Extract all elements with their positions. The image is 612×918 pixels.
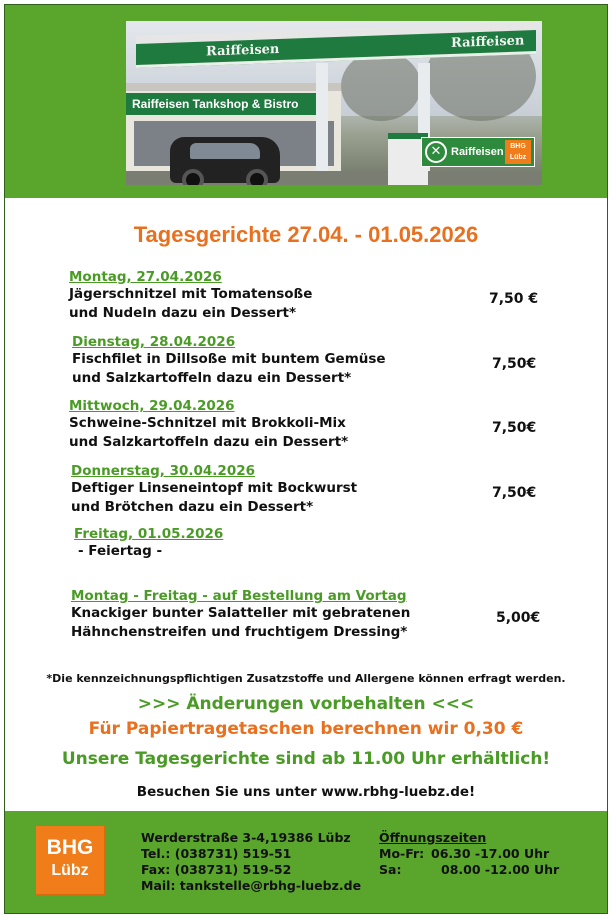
menu-item-wednesday [69, 398, 569, 452]
menu-item-thursday [71, 463, 571, 517]
shop-sign: Raiffeisen Tankshop & Bistro [126, 93, 320, 115]
header-banner [5, 5, 607, 198]
menu-price: 7,50€ [492, 356, 537, 372]
menu-price: 7,50€ [492, 485, 537, 501]
bhg-logo: BHG Lübz [35, 825, 105, 895]
phone: Tel.: (038731) 519-51 [141, 846, 292, 861]
menu-dish: - Feiertag - [78, 543, 163, 559]
menu-dish: Fischfilet in Dillsoße mit buntem Gemüse und Salzkartoffeln dazu ein Dessert* [72, 351, 386, 386]
bhg-mini-logo: BHG Lübz [505, 140, 531, 164]
footer-banner [5, 811, 607, 913]
allergen-footnote: *Die kennzeichnungspflichtigen Zusatzstoffe und Allergene können erfragt werden. [46, 672, 566, 685]
menu-dish: Jägerschnitzel mit Tomatensoße und Nudeln dazu ein Dessert* [69, 286, 313, 321]
menu-item-tuesday [72, 334, 572, 388]
menu-item-monday [69, 269, 569, 323]
hours-row-weekdays: Mo-Fr: 06.30 -17.00 Uhr [379, 846, 550, 861]
menu-price: 7,50€ [492, 420, 537, 436]
bag-price-notice: Für Papiertragetaschen berechnen wir 0,30 € [88, 719, 524, 739]
badge-brand: Raiffeisen [451, 146, 504, 158]
hours-row-saturday: Sa: 08.00 -12.00 Uhr [379, 862, 560, 877]
website-notice: Besuchen Sie uns unter www.rbhg-luebz.de! [136, 784, 476, 800]
menu-dish: Schweine-Schnitzel mit Brokkoli-Mix und Salzkartoffeln dazu ein Dessert* [69, 415, 349, 450]
menu-flyer [4, 4, 608, 914]
menu-price: 5,00€ [496, 610, 541, 626]
contact-info [141, 830, 361, 894]
email: Mail: tankstelle@rbhg-luebz.de [141, 878, 362, 893]
raiffeisen-cross-icon: ✕ [425, 141, 447, 163]
opening-hours-title: Öffnungszeiten [379, 830, 487, 845]
menu-item-friday [74, 526, 574, 561]
menu-day: Montag, 27.04.2026 [69, 269, 222, 285]
opening-hours [379, 830, 559, 878]
menu-day: Montag - Freitag - auf Bestellung am Vortag [71, 588, 407, 604]
menu-item-salad [71, 588, 571, 642]
canopy-text-right: Raiffeisen [451, 33, 525, 51]
menu-price: 7,50 € [489, 291, 539, 307]
address: Werderstraße 3-4,19386 Lübz [141, 830, 351, 845]
page-title: Tagesgerichte 27.04. - 01.05.2026 [133, 222, 479, 247]
availability-notice: Unsere Tagesgerichte sind ab 11.00 Uhr erhältlich! [61, 749, 551, 769]
canopy-text-left: Raiffeisen [206, 41, 280, 60]
car [170, 137, 280, 183]
menu-dish: Deftiger Linseneintopf mit Bockwurst und Brötchen dazu ein Dessert* [71, 480, 358, 515]
menu-day: Donnerstag, 30.04.2026 [71, 463, 256, 479]
fax: Fax: (038731) 519-52 [141, 862, 292, 877]
menu-day: Freitag, 01.05.2026 [74, 526, 224, 542]
menu-day: Mittwoch, 29.04.2026 [69, 398, 235, 414]
raiffeisen-bhg-badge [421, 137, 535, 167]
menu-day: Dienstag, 28.04.2026 [72, 334, 236, 350]
changes-notice: >>> Änderungen vorbehalten <<< [137, 694, 475, 714]
menu-dish: Knackiger bunter Salatteller mit gebratenen Hähnchenstreifen und fruchtigem Dressing* [71, 605, 411, 640]
